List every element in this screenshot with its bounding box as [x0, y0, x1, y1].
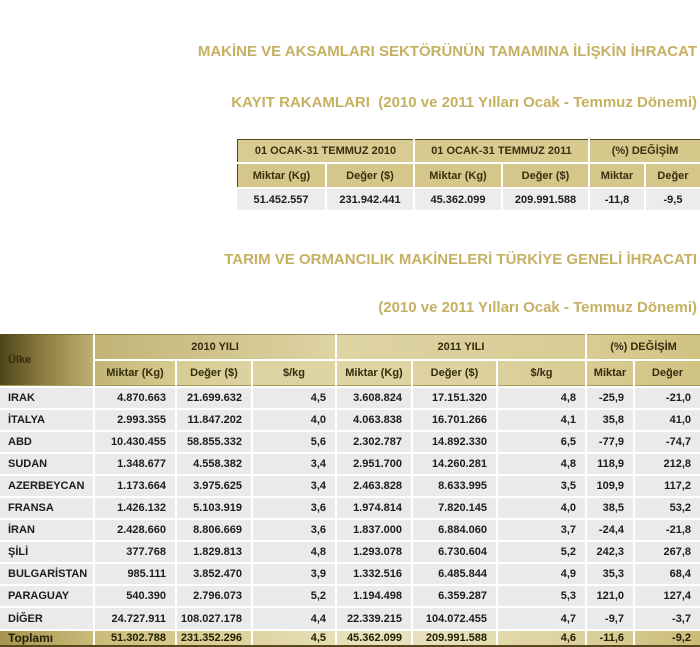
value-cell: 2.951.700	[337, 454, 411, 474]
agri-title-line1: TARIM VE ORMANCILIK MAKİNELERİ TÜRKİYE GENELİ İHRACATI	[224, 251, 697, 268]
total-value-cell: 4,5	[253, 631, 335, 645]
country-cell: DİĞER	[0, 608, 93, 629]
value-cell: 53,2	[635, 498, 700, 518]
summary-subheader-amount-2011: Miktar (Kg)	[415, 164, 501, 187]
column-header-change-amount: Miktar	[587, 361, 633, 386]
country-export-table	[0, 334, 700, 647]
group-header-2010: 2010 YILI	[95, 334, 335, 359]
value-cell: 14.260.281	[413, 454, 496, 474]
value-cell: -9,7	[587, 608, 633, 629]
value-cell: 22.339.215	[337, 608, 411, 629]
country-cell: SUDAN	[0, 454, 93, 474]
column-header-country: Ülke	[0, 334, 93, 386]
value-cell: -3,7	[635, 608, 700, 629]
country-cell: AZERBEYCAN	[0, 476, 93, 496]
value-cell: 540.390	[95, 586, 175, 606]
value-cell: 1.194.498	[337, 586, 411, 606]
value-cell: 5,3	[498, 586, 585, 606]
value-cell: 212,8	[635, 454, 700, 474]
summary-subheader-value-2011: Değer ($)	[503, 164, 588, 187]
country-cell: İRAN	[0, 520, 93, 540]
summary-header-2011-period: 01 OCAK-31 TEMMUZ 2011	[415, 139, 588, 162]
value-cell: 35,8	[587, 410, 633, 430]
value-cell: 10.430.455	[95, 432, 175, 452]
total-value-cell: 209.991.588	[413, 631, 496, 645]
value-cell: 1.829.813	[177, 542, 251, 562]
value-cell: 121,0	[587, 586, 633, 606]
total-value-cell: 231.352.296	[177, 631, 251, 645]
value-cell: 68,4	[635, 564, 700, 584]
value-cell: 41,0	[635, 410, 700, 430]
value-cell: 11.847.202	[177, 410, 251, 430]
agri-title-line2: (2010 ve 2011 Yılları Ocak - Temmuz Dönemi)	[378, 299, 697, 316]
column-header-value-2011: Değer ($)	[413, 361, 496, 386]
value-cell: 985.111	[95, 564, 175, 584]
value-cell: 4,1	[498, 410, 585, 430]
value-cell: 1.293.078	[337, 542, 411, 562]
value-cell: 3.852.470	[177, 564, 251, 584]
column-header-unitprice-2011: $/kg	[498, 361, 585, 386]
value-cell: 5,2	[498, 542, 585, 562]
summary-subheader-change-amount: Miktar	[590, 164, 644, 187]
value-cell: 3,7	[498, 520, 585, 540]
value-cell: -24,4	[587, 520, 633, 540]
value-cell: 4,0	[498, 498, 585, 518]
value-cell: 8.806.669	[177, 520, 251, 540]
column-header-unitprice-2010: $/kg	[253, 361, 335, 386]
value-cell: 2.428.660	[95, 520, 175, 540]
machinery-title-line1: MAKİNE VE AKSAMLARI SEKTÖRÜNÜN TAMAMINA İLİŞKİN İHRACAT	[197, 43, 697, 60]
value-cell: 6.485.844	[413, 564, 496, 584]
group-header-2011: 2011 YILI	[337, 334, 585, 359]
value-cell: 4,0	[253, 410, 335, 430]
column-header-amount-2011: Miktar (Kg)	[337, 361, 411, 386]
summary-subheader-amount-2010: Miktar (Kg)	[237, 164, 325, 187]
value-cell: 118,9	[587, 454, 633, 474]
value-cell: 1.348.677	[95, 454, 175, 474]
group-header-change: (%) DEĞİŞİM	[587, 334, 700, 359]
value-cell: 242,3	[587, 542, 633, 562]
column-header-change-value: Değer	[635, 361, 700, 386]
value-cell: 5,6	[253, 432, 335, 452]
country-cell: IRAK	[0, 388, 93, 408]
value-cell: 5,2	[253, 586, 335, 606]
value-cell: 267,8	[635, 542, 700, 562]
summary-subheader-change-value: Değer	[646, 164, 700, 187]
value-cell: 6.359.287	[413, 586, 496, 606]
total-row-label: Toplamı	[0, 631, 93, 645]
value-cell: -25,9	[587, 388, 633, 408]
value-cell: 377.768	[95, 542, 175, 562]
value-cell: 1.332.516	[337, 564, 411, 584]
value-cell: 3,6	[253, 498, 335, 518]
value-cell: 3,4	[253, 476, 335, 496]
total-value-cell: -9,2	[635, 631, 700, 645]
summary-value-value-2011: 209.991.588	[503, 189, 588, 210]
country-cell: ŞİLİ	[0, 542, 93, 562]
machinery-report-title	[0, 9, 700, 128]
value-cell: 1.173.664	[95, 476, 175, 496]
value-cell: 109,9	[587, 476, 633, 496]
value-cell: -77,9	[587, 432, 633, 452]
value-cell: 4,8	[498, 454, 585, 474]
value-cell: 4,9	[498, 564, 585, 584]
summary-value-change-value: -9,5	[646, 189, 700, 210]
total-value-cell: -11,6	[587, 631, 633, 645]
country-cell: İTALYA	[0, 410, 93, 430]
value-cell: 2.796.073	[177, 586, 251, 606]
value-cell: 3.608.824	[337, 388, 411, 408]
value-cell: 1.837.000	[337, 520, 411, 540]
value-cell: 3,9	[253, 564, 335, 584]
value-cell: 5.103.919	[177, 498, 251, 518]
value-cell: 16.701.266	[413, 410, 496, 430]
total-value-cell: 45.362.099	[337, 631, 411, 645]
country-cell: BULGARİSTAN	[0, 564, 93, 584]
value-cell: 4,4	[253, 608, 335, 629]
value-cell: 3,4	[253, 454, 335, 474]
value-cell: 7.820.145	[413, 498, 496, 518]
value-cell: 6.884.060	[413, 520, 496, 540]
value-cell: 104.072.455	[413, 608, 496, 629]
value-cell: 4,8	[498, 388, 585, 408]
value-cell: 4,5	[253, 388, 335, 408]
value-cell: 4,7	[498, 608, 585, 629]
value-cell: -74,7	[635, 432, 700, 452]
summary-subheader-value-2010: Değer ($)	[327, 164, 413, 187]
summary-header-2010-period: 01 OCAK-31 TEMMUZ 2010	[237, 139, 413, 162]
value-cell: 6,5	[498, 432, 585, 452]
value-cell: 4,8	[253, 542, 335, 562]
value-cell: 3,6	[253, 520, 335, 540]
summary-header-change: (%) DEĞİŞİM	[590, 139, 700, 162]
value-cell: 127,4	[635, 586, 700, 606]
value-cell: 24.727.911	[95, 608, 175, 629]
summary-value-amount-2011: 45.362.099	[415, 189, 501, 210]
summary-value-change-amount: -11,8	[590, 189, 644, 210]
value-cell: -21,0	[635, 388, 700, 408]
summary-table	[237, 139, 700, 210]
value-cell: 4.558.382	[177, 454, 251, 474]
value-cell: 2.302.787	[337, 432, 411, 452]
summary-value-value-2010: 231.942.441	[327, 189, 413, 210]
country-cell: PARAGUAY	[0, 586, 93, 606]
value-cell: 117,2	[635, 476, 700, 496]
value-cell: 3.975.625	[177, 476, 251, 496]
agri-report-title	[0, 220, 700, 332]
column-header-amount-2010: Miktar (Kg)	[95, 361, 175, 386]
value-cell: 14.892.330	[413, 432, 496, 452]
value-cell: 21.699.632	[177, 388, 251, 408]
value-cell: 8.633.995	[413, 476, 496, 496]
value-cell: 58.855.332	[177, 432, 251, 452]
value-cell: 35,3	[587, 564, 633, 584]
value-cell: 3,5	[498, 476, 585, 496]
value-cell: 38,5	[587, 498, 633, 518]
total-value-cell: 4,6	[498, 631, 585, 645]
value-cell: 1.974.814	[337, 498, 411, 518]
value-cell: -21,8	[635, 520, 700, 540]
value-cell: 6.730.604	[413, 542, 496, 562]
value-cell: 2.993.355	[95, 410, 175, 430]
value-cell: 4.063.838	[337, 410, 411, 430]
country-cell: FRANSA	[0, 498, 93, 518]
column-header-value-2010: Değer ($)	[177, 361, 251, 386]
value-cell: 17.151.320	[413, 388, 496, 408]
machinery-title-line2: KAYIT RAKAMLARI (2010 ve 2011 Yılları Ocak - Temmuz Dönemi)	[231, 94, 697, 111]
value-cell: 2.463.828	[337, 476, 411, 496]
value-cell: 108.027.178	[177, 608, 251, 629]
country-cell: ABD	[0, 432, 93, 452]
value-cell: 1.426.132	[95, 498, 175, 518]
total-value-cell: 51.302.788	[95, 631, 175, 645]
summary-value-amount-2010: 51.452.557	[237, 189, 325, 210]
value-cell: 4.870.663	[95, 388, 175, 408]
